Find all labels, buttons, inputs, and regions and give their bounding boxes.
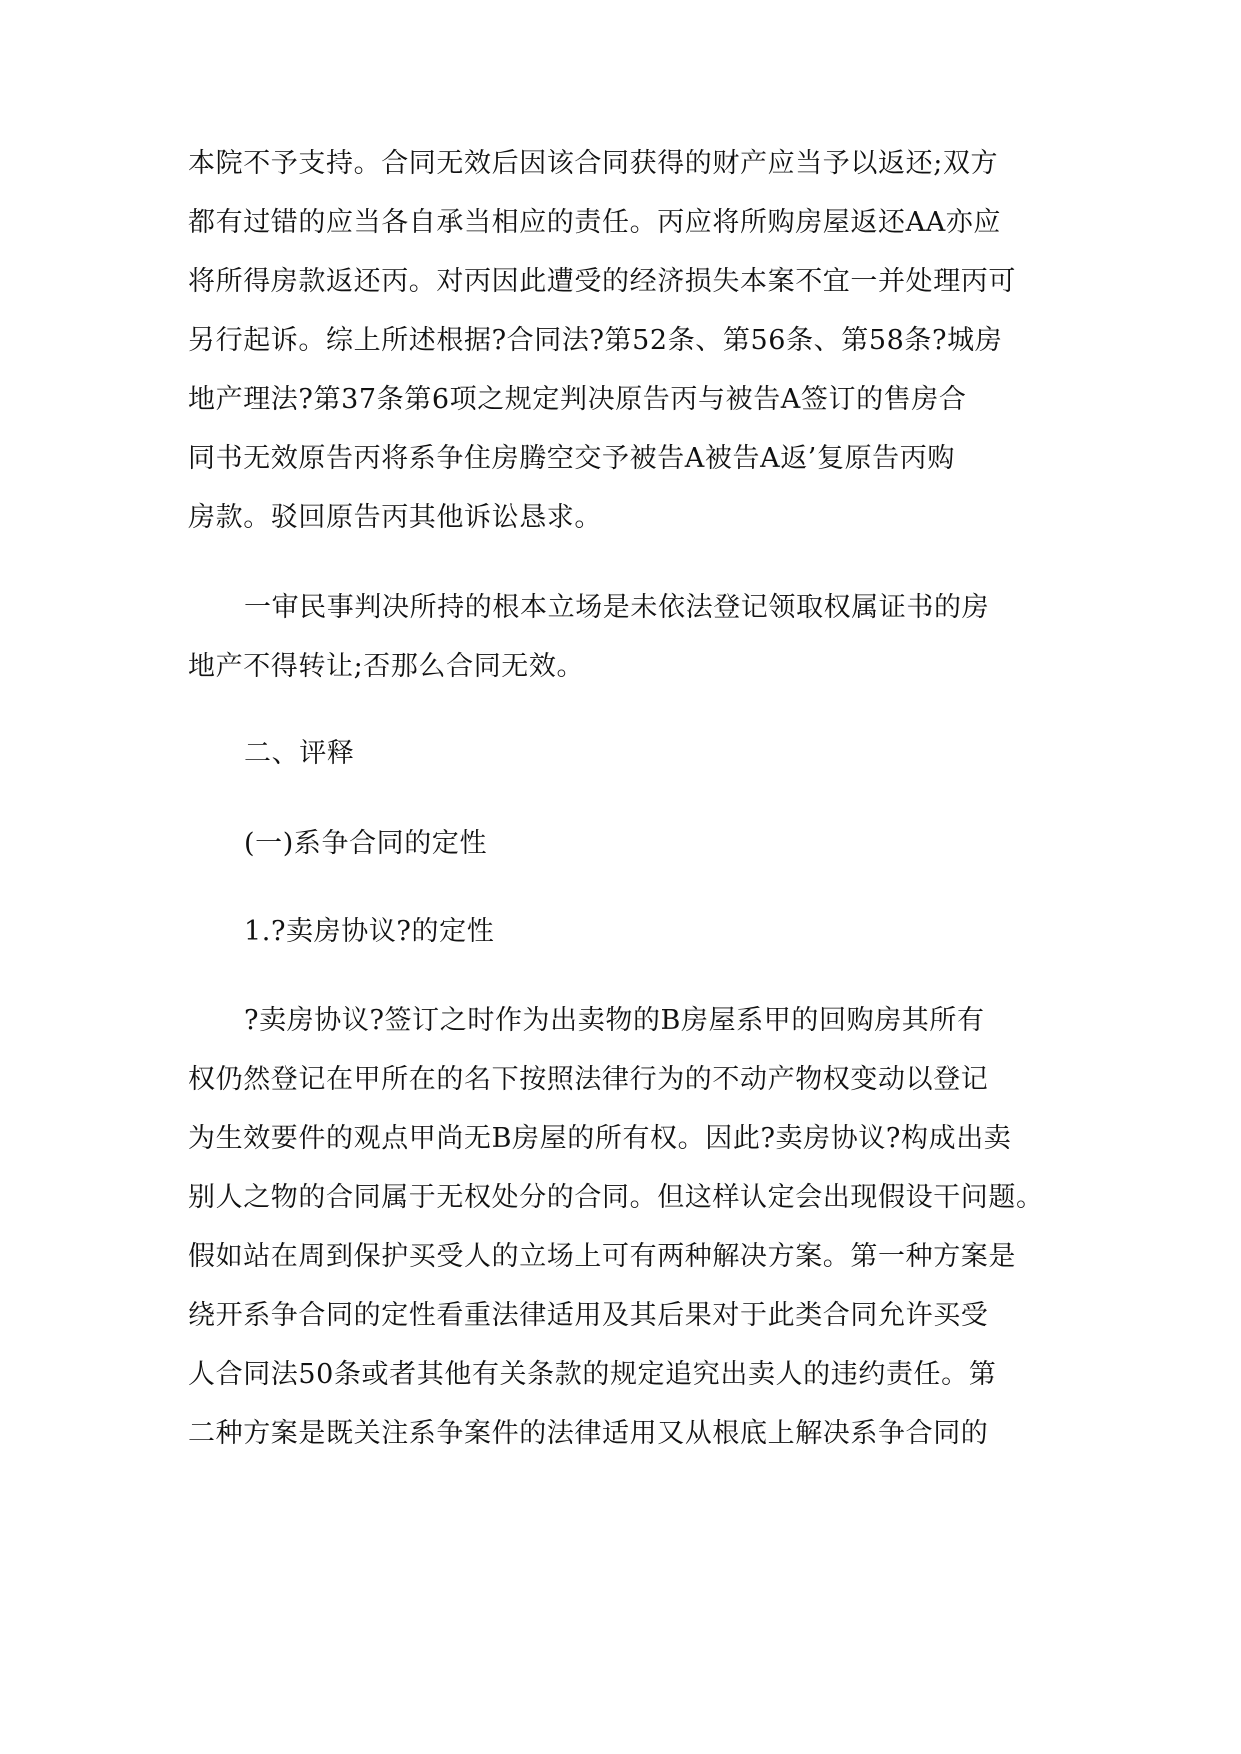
section-heading: 二、评释 <box>244 738 355 769</box>
text-line: 地产不得转让;否那么合同无效。 <box>188 651 585 682</box>
text-line: 一审民事判决所持的根本立场是未依法登记领取权属证书的房 <box>244 592 990 623</box>
text-line: 房款。驳回原告丙其他诉讼恳求。 <box>188 502 602 533</box>
text-line: 绕开系争合同的定性看重法律适用及其后果对于此类合同允许买受 <box>188 1300 989 1331</box>
text-line: 二种方案是既关注系争案件的法律适用又从根底上解决系争合同的 <box>188 1418 989 1449</box>
subsection-heading: 1.?卖房协议?的定性 <box>244 916 495 947</box>
text-line: 都有过错的应当各自承当相应的责任。丙应将所购房屋返还AA亦应 <box>188 207 1001 238</box>
text-line: 假如站在周到保护买受人的立场上可有两种解决方案。第一种方案是 <box>188 1241 1016 1272</box>
subsection-heading: (一)系争合同的定性 <box>244 828 488 859</box>
text-line: 另行起诉。综上所述根据?合同法?第52条、第56条、第58条?城房 <box>188 325 1003 356</box>
text-line: 地产理法?第37条第6项之规定判决原告丙与被告A签订的售房合 <box>188 384 967 415</box>
text-line: 本院不予支持。合同无效后因该合同获得的财产应当予以返还;双方 <box>188 148 999 179</box>
text-line: 将所得房款返还丙。对丙因此遭受的经济损失本案不宜一并处理丙可 <box>188 266 1016 297</box>
text-line: 同书无效原告丙将系争住房腾空交予被告A被告A返’复原告丙购 <box>188 443 955 474</box>
text-line: 为生效要件的观点甲尚无B房屋的所有权。因此?卖房协议?构成出卖 <box>188 1123 1012 1154</box>
text-line: 权仍然登记在甲所在的名下按照法律行为的不动产物权变动以登记 <box>188 1064 989 1095</box>
text-line: ?卖房协议?签订之时作为出卖物的B房屋系甲的回购房其所有 <box>244 1005 985 1036</box>
text-line: 别人之物的合同属于无权处分的合同。但这样认定会出现假设干问题。 <box>188 1182 1044 1213</box>
text-line: 人合同法50条或者其他有关条款的规定追究出卖人的违约责任。第 <box>188 1359 997 1390</box>
